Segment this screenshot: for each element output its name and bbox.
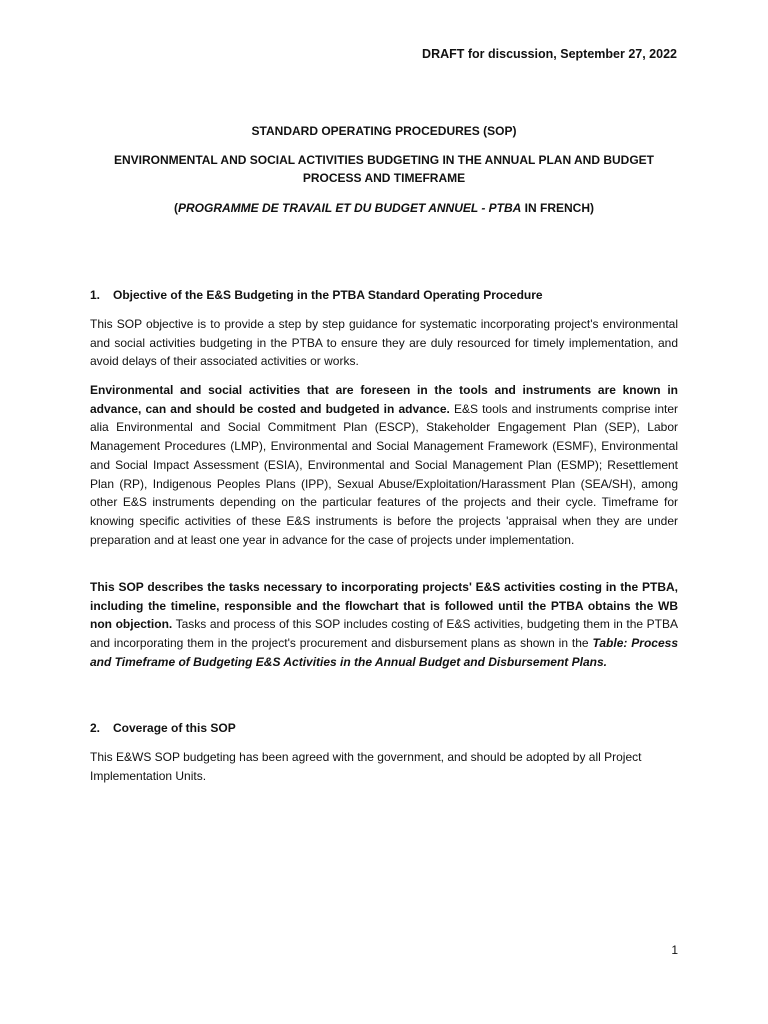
draft-label: DRAFT for discussion, September 27, 2022 <box>422 47 677 61</box>
section-2-paragraph-1: This E&WS SOP budgeting has been agreed with the government, and should be adopted by all Project Implementation Units. <box>90 750 642 783</box>
section-1-heading <box>90 286 678 304</box>
section-2-title: Coverage of this SOP <box>113 721 236 735</box>
section-1-number: 1. <box>90 288 101 302</box>
table-reference: Table: Process and Timeframe of Budgeting E&S Activities in the Annual Budget and Disbursement Plans. <box>90 636 678 669</box>
sop-subtitle: ENVIRONMENTAL AND SOCIAL ACTIVITIES BUDGETING IN THE ANNUAL PLAN AND BUDGET PROCESS AND TIMEFRAME <box>113 153 654 185</box>
sop-subtitle-french <box>90 199 678 217</box>
section-2-number: 2. <box>90 721 101 735</box>
french-open-paren: ( <box>173 201 178 215</box>
french-suffix: IN FRENCH) <box>521 201 594 215</box>
paragraph-2-body: E&S tools and instruments comprise inter alia Environmental and Social Commitment Plan (ESCP), Stakeholder Engagement Plan (SEP), Labor Management Procedures (LMP), Environmental and Social Management Framework (ESMF), Environmental and Social Impact Assessment (ESIA), Environmental and Social Management Plan (ESMP); Resettlement Plan (RP), Indigenous Peoples Plans (IPP), Sexual Abuse/Exploitation/Harassment Plan (SEA/SH), among other E&S instruments depending on the particular features of the projects and their cycle. Timeframe for knowing specific activities of these E&S instruments is before the projects 'appraisal when they are under preparation and at least one year in advance for the case of projects under implementation. <box>90 401 678 547</box>
paragraph-2-bold-lead: Environmental and social activities that are foreseen in the tools and instruments are known in advance, can and should be costed and budgeted in advance. <box>90 383 678 416</box>
section-2-heading <box>90 719 678 737</box>
page-number: 1 <box>671 943 678 957</box>
paragraph-3-bold-lead: This SOP describes the tasks necessary to incorporating projects' E&S activities costing in the PTBA, including the timeline, responsible and the flowchart that is followed until the PTBA obtains the WB non objection. <box>90 580 678 632</box>
section-1-paragraph-1: This SOP objective is to provide a step by step guidance for systematic incorporating project's environmental and social activities budgeting in the PTBA to ensure they are duly resourced for timely implementation, and avoid delays of their associated activities or works. <box>90 317 678 369</box>
section-1-paragraph-3 <box>90 578 678 672</box>
sop-title: STANDARD OPERATING PROCEDURES (SOP) <box>251 124 517 138</box>
section-1-title: Objective of the E&S Budgeting in the PTBA Standard Operating Procedure <box>113 288 543 302</box>
french-programme-name: PROGRAMME DE TRAVAIL ET DU BUDGET ANNUEL - PTBA <box>177 201 522 215</box>
paragraph-3-body: Tasks and process of this SOP includes costing of E&S activities, budgeting them in the PTBA and incorporating them in the project's procurement and disbursement plans as shown in the <box>90 617 678 651</box>
section-1-paragraph-2 <box>90 381 678 549</box>
